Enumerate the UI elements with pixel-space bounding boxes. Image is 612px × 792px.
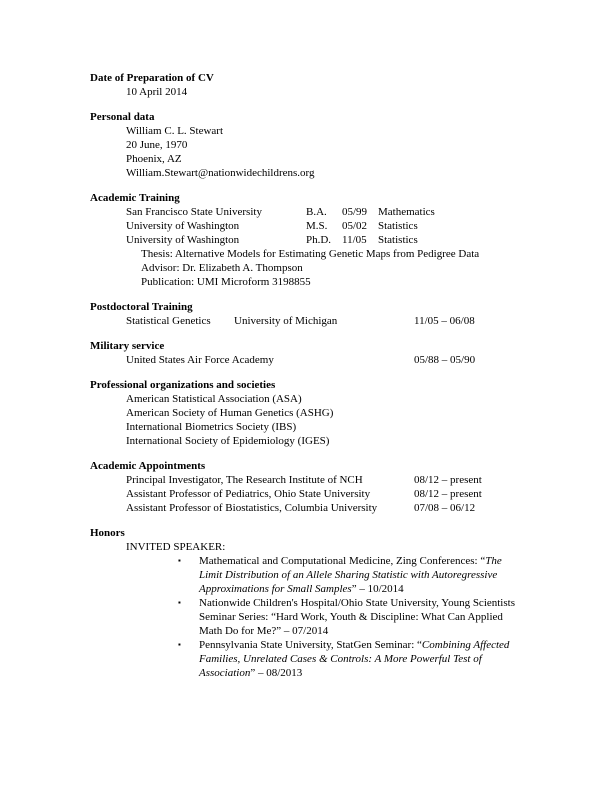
training-school: University of Washington [126,234,240,246]
organization-item: International Society of Epidemiology (IGES) [126,435,330,447]
military-section [90,339,530,367]
thesis-advisor: Advisor: Dr. Elizabeth A. Thompson [141,262,303,274]
training-row [90,219,530,233]
postdoc-section [90,300,530,328]
training-degree: Ph.D. [306,234,332,246]
bullet-icon: ▪ [178,598,181,607]
organization-item: International Biometrics Society (IBS) [126,421,297,433]
training-row [90,233,530,247]
organizations-heading: Professional organizations and societies [90,379,276,391]
honor-item [90,638,521,680]
bullet-icon: ▪ [178,640,181,649]
training-school: University of Washington [126,220,240,232]
training-degree: M.S. [306,220,328,232]
appointment-title: Principal Investigator, The Research Institute of NCH [126,474,363,486]
appointment-dates: 07/08 – 06/12 [414,502,476,514]
honors-heading: Honors [90,527,125,539]
invited-speaker-label: INVITED SPEAKER: [126,541,226,553]
training-field: Statistics [378,220,418,232]
postdoc-heading: Postdoctoral Training [90,301,193,313]
bullet-icon: ▪ [178,556,181,565]
postdoc-row [90,314,530,328]
appointment-title: Assistant Professor of Biostatistics, Columbia University [126,502,378,514]
honor-item [90,596,521,638]
personal-email: William.Stewart@nationwidechildrens.org [126,167,315,179]
training-field: Statistics [378,234,418,246]
training-row [90,205,530,219]
appointment-title: Assistant Professor of Pediatrics, Ohio State University [126,488,371,500]
appointments-section [90,459,530,515]
organization-item: American Society of Human Genetics (ASHG) [126,407,334,419]
thesis-publication: Publication: UMI Microform 3198855 [141,276,311,288]
appointment-dates: 08/12 – present [414,474,482,486]
postdoc-institution: University of Michigan [234,315,338,327]
appointment-row [90,473,530,487]
cv-page [90,71,530,680]
personal-place: Phoenix, AZ [126,153,182,165]
academic-training-heading: Academic Training [90,192,180,204]
honor-text: Pennsylvania State University, StatGen Seminar: “Combining Affected Families, Unrelated Cases & Controls: A More Powerful Test of Association” – 08/2013 [199,639,510,679]
appointment-row [90,501,530,515]
honor-text: Mathematical and Computational Medicine, Zing Conferences: “The Limit Distribution of an Allele Sharing Statistic with Autoregressive Approximations for Small Samples” – 10/2014 [199,555,502,595]
personal-heading: Personal data [90,111,155,123]
military-institution: United States Air Force Academy [126,354,274,366]
personal-section [90,110,530,180]
honor-item [90,554,521,596]
training-field: Mathematics [378,206,435,218]
organizations-section [90,378,530,448]
prep-section [90,71,530,99]
thesis-title: Thesis: Alternative Models for Estimating Genetic Maps from Pedigree Data [141,248,480,260]
training-school: San Francisco State University [126,206,262,218]
personal-dob: 20 June, 1970 [126,139,188,151]
honor-text: Nationwide Children's Hospital/Ohio State University, Young Scientists Seminar Series: “Hard Work, Youth & Discipline: What Can Applied Math Do for Me?” – 07/2014 [199,597,515,637]
postdoc-field: Statistical Genetics [126,315,211,327]
training-date: 11/05 [342,234,367,246]
academic-training-section [90,191,530,289]
postdoc-dates: 11/05 – 06/08 [414,315,475,327]
military-heading: Military service [90,340,165,352]
prep-date: 10 April 2014 [126,86,188,98]
training-date: 05/02 [342,220,368,232]
honors-section [90,526,530,680]
organization-item: American Statistical Association (ASA) [126,393,302,405]
military-row [90,353,530,367]
military-dates: 05/88 – 05/90 [414,354,476,366]
training-date: 05/99 [342,206,368,218]
appointment-dates: 08/12 – present [414,488,482,500]
appointment-row [90,487,530,501]
personal-name: William C. L. Stewart [126,125,224,137]
appointments-heading: Academic Appointments [90,460,206,472]
training-degree: B.A. [306,206,327,218]
prep-heading: Date of Preparation of CV [90,72,214,84]
